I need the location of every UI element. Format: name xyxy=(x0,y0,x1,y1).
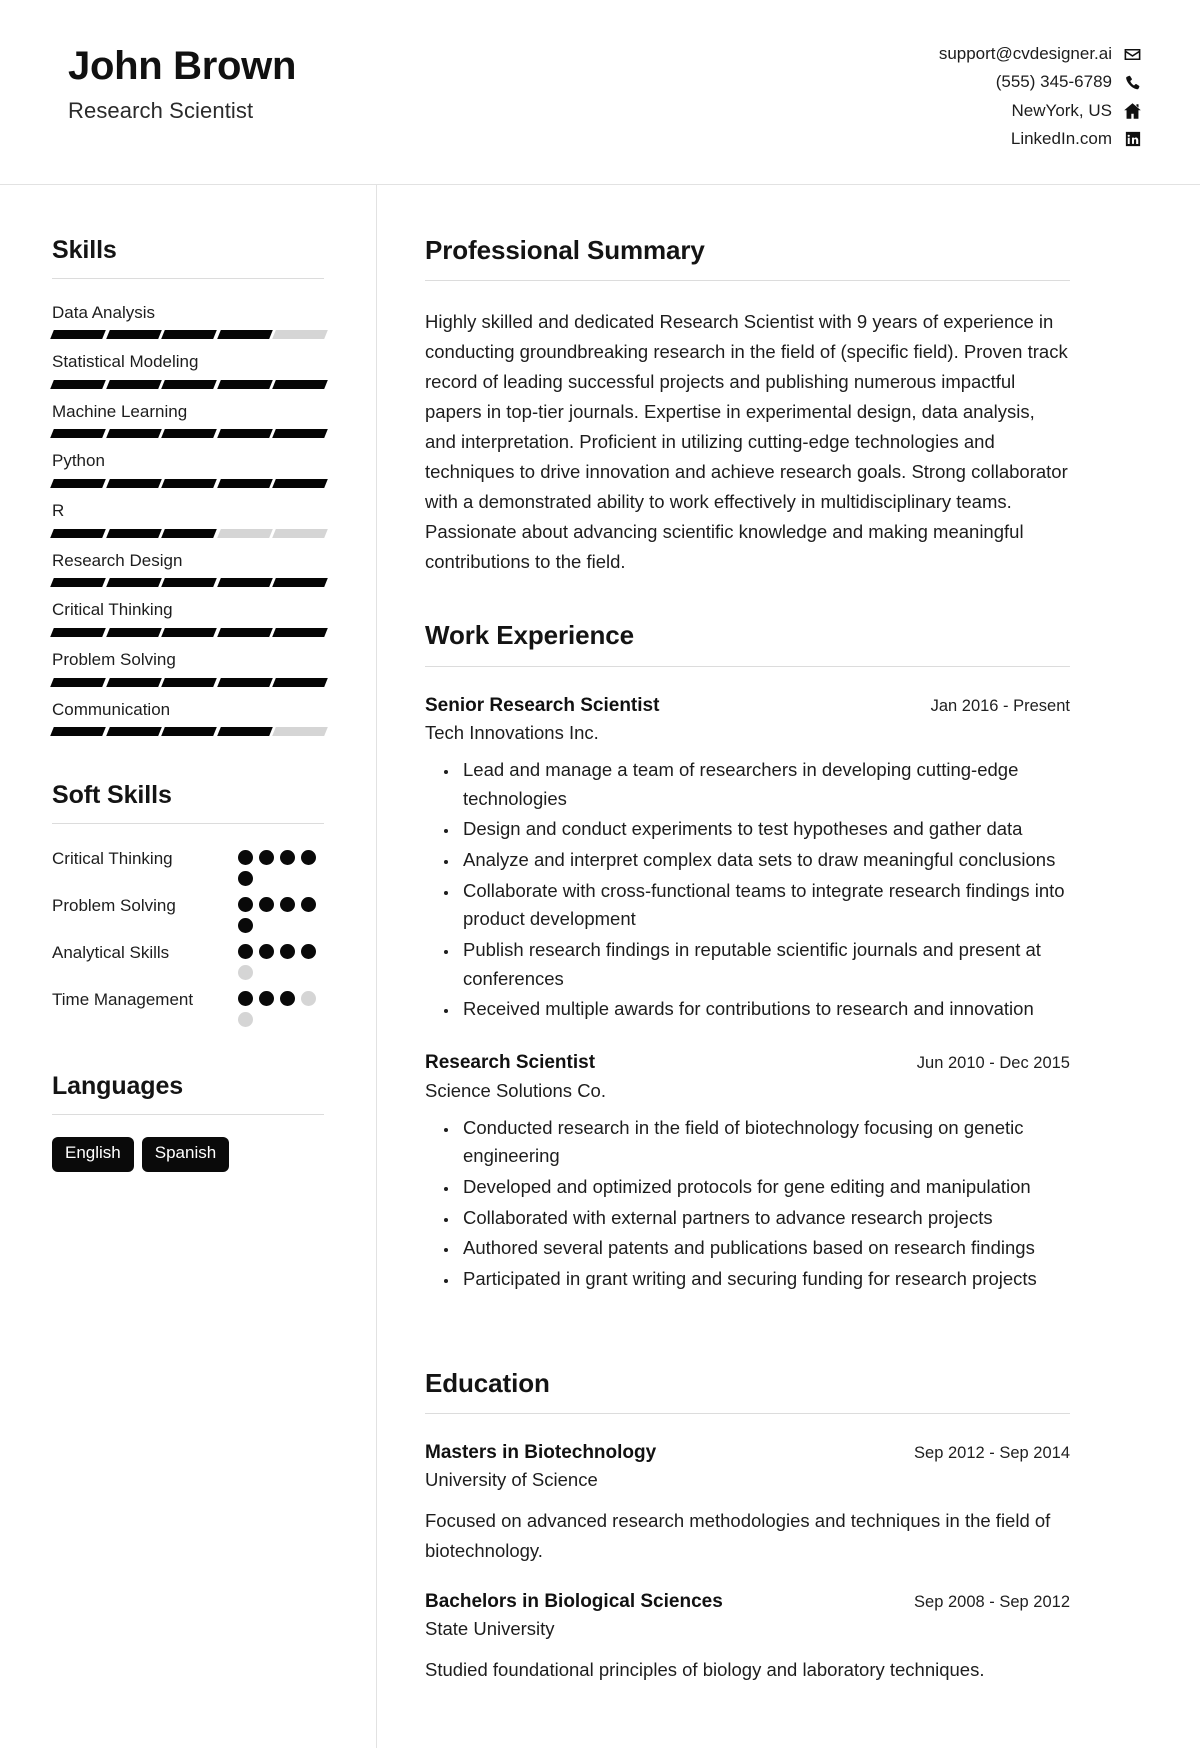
job-date-range: Jan 2016 - Present xyxy=(930,696,1070,715)
skill-label: Problem Solving xyxy=(52,650,176,670)
soft-skill-rating-dots xyxy=(238,846,324,886)
contact-location-text: NewYork, US xyxy=(1011,100,1112,120)
soft-skill-label: Time Management xyxy=(52,990,194,1010)
skill-level-bar xyxy=(52,380,326,389)
job-responsibility-item: • Participated in grant writing and securing funding for research projects xyxy=(459,1265,1070,1294)
entry-header xyxy=(425,1440,1070,1466)
main-content xyxy=(377,185,1200,1748)
skill-level-segment xyxy=(217,578,272,587)
skill-level-segment xyxy=(273,380,328,389)
skill-item xyxy=(52,698,324,737)
skill-item xyxy=(52,400,324,439)
skill-label: Communication xyxy=(52,699,171,719)
job-responsibility-item: • Collaborated with external partners to advance research projects xyxy=(459,1204,1070,1233)
company-name: Science Solutions Co. xyxy=(425,1079,606,1101)
skill-level-segment xyxy=(217,429,272,438)
skill-level-segment xyxy=(273,330,328,339)
section-divider xyxy=(52,1114,324,1115)
soft-skill-item xyxy=(52,846,324,886)
skill-level-segment xyxy=(273,429,328,438)
school-name: State University xyxy=(425,1618,555,1640)
work-experience-entry xyxy=(425,1050,1070,1293)
skill-level-segment xyxy=(217,529,272,538)
skill-level-segment xyxy=(106,628,161,637)
education-list xyxy=(425,1440,1070,1685)
skills-heading: Skills xyxy=(52,235,117,264)
skill-level-segment xyxy=(50,330,105,339)
job-date-range: Jun 2010 - Dec 2015 xyxy=(916,1054,1070,1073)
resume-header xyxy=(0,0,1200,185)
soft-skill-rating-dots xyxy=(238,987,324,1027)
skill-level-segment xyxy=(217,628,272,637)
soft-skill-item xyxy=(52,987,324,1027)
skill-level-segment xyxy=(50,479,105,488)
rating-dot xyxy=(238,871,253,886)
skill-level-segment xyxy=(273,628,328,637)
job-position: Senior Research Scientist xyxy=(425,694,660,716)
education-description: Focused on advanced research methodologies and techniques in the field of biotechnology. xyxy=(425,1510,1051,1561)
education-date-range: Sep 2012 - Sep 2014 xyxy=(914,1443,1070,1462)
skill-level-bar xyxy=(52,429,326,438)
school-name: University of Science xyxy=(425,1469,598,1491)
job-responsibility-item: • Publish research findings in reputable scientific journals and present at conferences xyxy=(459,936,1070,993)
language-tag[interactable]: English xyxy=(52,1137,134,1171)
entry-header xyxy=(425,1589,1070,1615)
education-entry xyxy=(425,1440,1070,1565)
education-heading: Education xyxy=(425,1367,550,1398)
skill-item xyxy=(52,648,324,687)
entry-header xyxy=(425,1050,1070,1076)
skill-item xyxy=(52,598,324,637)
skill-level-segment xyxy=(106,727,161,736)
soft-skill-rating-dots xyxy=(238,940,324,980)
professional-summary-section xyxy=(425,235,1070,577)
soft-skill-label: Problem Solving xyxy=(52,896,176,916)
skill-level-bar xyxy=(52,479,326,488)
rating-dot xyxy=(280,991,295,1006)
soft-skill-label: Critical Thinking xyxy=(52,849,173,869)
page-title: John Brown xyxy=(68,44,297,88)
soft-skill-item xyxy=(52,893,324,933)
job-position: Research Scientist xyxy=(425,1052,596,1074)
skill-level-segment xyxy=(273,529,328,538)
header-identity xyxy=(68,38,296,124)
rating-dot xyxy=(280,897,295,912)
soft-skills-heading: Soft Skills xyxy=(52,781,172,810)
skill-level-bar xyxy=(52,578,326,587)
skill-level-segment xyxy=(217,380,272,389)
job-responsibility-item: • Lead and manage a team of researchers in developing cutting-edge technologies xyxy=(459,756,1070,813)
rating-dot xyxy=(280,944,295,959)
language-tag[interactable]: Spanish xyxy=(142,1137,229,1171)
job-responsibility-item: • Collaborate with cross-functional teams to integrate research findings into product development xyxy=(459,877,1070,934)
job-title: Research Scientist xyxy=(68,97,254,123)
languages-heading: Languages xyxy=(52,1072,184,1101)
skill-level-segment xyxy=(161,678,216,687)
skill-label: Critical Thinking xyxy=(52,600,173,620)
skill-level-segment xyxy=(161,628,216,637)
education-section xyxy=(425,1368,1070,1685)
education-date-range: Sep 2008 - Sep 2012 xyxy=(914,1592,1070,1611)
skill-level-segment xyxy=(273,578,328,587)
skill-level-bar xyxy=(52,529,326,538)
section-divider xyxy=(425,666,1070,667)
job-responsibility-item: • Developed and optimized protocols for gene editing and manipulation xyxy=(459,1173,1070,1202)
rating-dot xyxy=(238,897,253,912)
rating-dot xyxy=(301,944,316,959)
soft-skill-rating-dots xyxy=(238,893,324,933)
degree-title: Masters in Biotechnology xyxy=(425,1441,657,1463)
section-divider xyxy=(425,280,1070,281)
skill-level-segment xyxy=(50,678,105,687)
rating-dot xyxy=(259,897,274,912)
soft-skill-label: Analytical Skills xyxy=(52,943,170,963)
soft-skills-list xyxy=(52,846,324,1027)
contact-phone-text: (555) 345-6789 xyxy=(995,72,1112,92)
job-responsibility-item: • Conducted research in the field of biotechnology focusing on genetic engineering xyxy=(459,1114,1070,1171)
skill-label: Statistical Modeling xyxy=(52,352,199,372)
rating-dot xyxy=(238,944,253,959)
skill-level-segment xyxy=(50,578,105,587)
soft-skill-item xyxy=(52,940,324,980)
rating-dot xyxy=(238,965,253,980)
skill-label: Machine Learning xyxy=(52,401,188,421)
skill-level-segment xyxy=(106,330,161,339)
skill-level-segment xyxy=(106,578,161,587)
skill-level-segment xyxy=(217,678,272,687)
education-description: Studied foundational principles of biology and laboratory techniques. xyxy=(425,1659,985,1681)
rating-dot xyxy=(238,850,253,865)
skills-list xyxy=(52,301,324,737)
rating-dot xyxy=(238,918,253,933)
skill-item xyxy=(52,301,324,340)
job-responsibility-item: • Authored several patents and publications based on research findings xyxy=(459,1234,1070,1263)
company-name: Tech Innovations Inc. xyxy=(425,722,599,744)
home-icon xyxy=(1123,101,1142,120)
skill-level-segment xyxy=(106,479,161,488)
skill-label: Data Analysis xyxy=(52,302,155,322)
contact-email[interactable] xyxy=(939,44,1142,64)
section-divider xyxy=(425,1413,1070,1414)
skill-item xyxy=(52,549,324,588)
job-responsibility-item: • Analyze and interpret complex data sets to draw meaningful conclusions xyxy=(459,846,1070,875)
contact-list xyxy=(939,38,1142,150)
skill-item xyxy=(52,350,324,389)
rating-dot xyxy=(280,850,295,865)
skill-level-segment xyxy=(161,529,216,538)
skill-level-bar xyxy=(52,678,326,687)
rating-dot xyxy=(301,991,316,1006)
skill-level-segment xyxy=(273,678,328,687)
skill-level-segment xyxy=(273,727,328,736)
job-responsibility-item: • Received multiple awards for contributions to research and innovation xyxy=(459,995,1070,1024)
section-divider xyxy=(52,278,324,279)
skill-level-segment xyxy=(50,429,105,438)
skill-level-segment xyxy=(106,429,161,438)
contact-linkedin[interactable] xyxy=(1011,129,1142,149)
work-experience-heading: Work Experience xyxy=(425,620,635,651)
job-responsibility-item: • Design and conduct experiments to test hypotheses and gather data xyxy=(459,815,1070,844)
rating-dot xyxy=(238,991,253,1006)
rating-dot xyxy=(301,850,316,865)
rating-dot xyxy=(238,1012,253,1027)
soft-skills-section xyxy=(52,780,324,1027)
work-experience-list xyxy=(425,693,1070,1294)
rating-dot xyxy=(259,944,274,959)
skill-level-segment xyxy=(217,330,272,339)
skill-item xyxy=(52,499,324,538)
contact-linkedin-text: LinkedIn.com xyxy=(1010,129,1112,149)
skill-level-segment xyxy=(106,380,161,389)
rating-dot xyxy=(259,991,274,1006)
languages-list xyxy=(52,1137,324,1171)
skill-level-segment xyxy=(50,628,105,637)
skills-section xyxy=(52,235,324,737)
sidebar xyxy=(0,185,377,1748)
skill-level-segment xyxy=(161,578,216,587)
rating-dot xyxy=(301,897,316,912)
linkedin-icon xyxy=(1123,130,1142,149)
skill-level-bar xyxy=(52,628,326,637)
work-experience-section xyxy=(425,620,1070,1293)
skill-level-bar xyxy=(52,330,326,339)
contact-email-text: support@cvdesigner.ai xyxy=(938,44,1112,63)
envelope-icon xyxy=(1123,45,1142,64)
skill-level-segment xyxy=(273,479,328,488)
languages-section xyxy=(52,1071,324,1171)
skill-level-segment xyxy=(161,380,216,389)
phone-icon xyxy=(1123,73,1142,92)
work-experience-entry xyxy=(425,693,1070,1025)
job-responsibility-list xyxy=(425,1114,1070,1294)
skill-level-segment xyxy=(50,380,105,389)
job-responsibility-list xyxy=(425,756,1070,1024)
skill-label: Research Design xyxy=(52,550,183,570)
skill-level-segment xyxy=(50,727,105,736)
resume-body xyxy=(0,185,1200,1748)
skill-level-bar xyxy=(52,727,326,736)
contact-phone[interactable] xyxy=(996,72,1142,92)
skill-level-segment xyxy=(161,429,216,438)
skill-level-segment xyxy=(106,678,161,687)
skill-level-segment xyxy=(161,479,216,488)
entry-header xyxy=(425,693,1070,719)
degree-title: Bachelors in Biological Sciences xyxy=(425,1590,723,1612)
skill-level-segment xyxy=(217,727,272,736)
professional-summary-heading: Professional Summary xyxy=(425,234,705,265)
section-divider xyxy=(52,823,324,824)
skill-level-segment xyxy=(50,529,105,538)
professional-summary-text: Highly skilled and dedicated Research Scientist with 9 years of experience in conducting groundbreaking research in the field of (specific field). Proven track record of leading successful projects and publishing numerous impactful papers in top-tier journals. Expertise in experimental design, data analysis, and interpretation. Proficient in utilizing cutting-edge technologies and techniques to drive innovation and achieve research goals. Strong collaborator with a demonstrated ability to work effectively in multidisciplinary teams. Passionate about advancing scientific knowledge and making meaningful contributions to the field. xyxy=(425,310,1068,572)
skill-level-segment xyxy=(161,330,216,339)
skill-label: Python xyxy=(52,451,105,471)
contact-location[interactable] xyxy=(1012,101,1142,121)
skill-label: R xyxy=(52,501,65,521)
skill-level-segment xyxy=(161,727,216,736)
skill-level-segment xyxy=(217,479,272,488)
rating-dot xyxy=(259,850,274,865)
education-entry xyxy=(425,1589,1070,1685)
skill-level-segment xyxy=(106,529,161,538)
skill-item xyxy=(52,449,324,488)
